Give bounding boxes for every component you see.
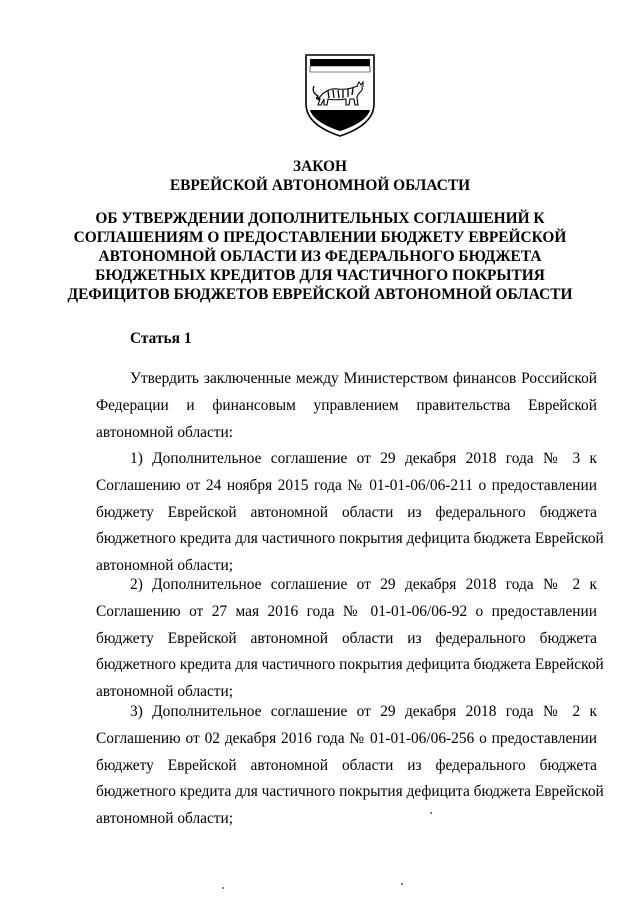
coat-of-arms-tiger-icon — [302, 52, 378, 138]
text-line: бюджетного кредита для частичного покрытия дефицита бюджета Еврейской — [96, 530, 604, 548]
scan-speck — [222, 887, 224, 889]
law-subtitle — [60, 209, 580, 304]
text-line: Соглашению от 27 мая 2016 года № 01-01-06/06-92 о предоставлении — [96, 602, 597, 620]
scan-speck — [401, 883, 403, 885]
text-line: бюджету Еврейской автономной области из федерального бюджета — [96, 629, 597, 647]
text-line: бюджетного кредита для частичного покрытия дефицита бюджета Еврейской — [96, 783, 604, 801]
subtitle-line: ДЕФИЦИТОВ БЮДЖЕТОВ ЕВРЕЙСКОЙ АВТОНОМНОЙ ОБЛАСТИ — [67, 286, 573, 303]
text-line: 1) Дополнительное соглашение от 29 декабря 2018 года № 3 к — [130, 450, 597, 467]
intro-paragraph — [96, 366, 597, 446]
text-line: бюджету Еврейской автономной области из федерального бюджета — [96, 756, 597, 774]
text-line: автономной области; — [96, 557, 234, 575]
subtitle-line: АВТОНОМНОЙ ОБЛАСТИ ИЗ ФЕДЕРАЛЬНОГО БЮДЖЕТА — [98, 248, 542, 265]
text-line: автономной области; — [96, 683, 234, 701]
text-line: бюджетного кредита для частичного покрытия дефицита бюджета Еврейской — [96, 656, 604, 674]
list-item — [96, 699, 604, 833]
subtitle-line: СОГЛАШЕНИЯМ О ПРЕДОСТАВЛЕНИИ БЮДЖЕТУ ЕВРЕЙСКОЙ — [73, 229, 567, 246]
text-line: автономной области: — [96, 423, 234, 441]
title-line: ЕВРЕЙСКОЙ АВТОНОМНОЙ ОБЛАСТИ — [169, 177, 471, 194]
text-line: Федерации и финансовым управлением правительства Еврейской — [96, 396, 597, 414]
list-item — [96, 446, 604, 580]
text-line: Соглашению от 24 ноября 2015 года № 01-01-06/06-211 о предоставлении — [96, 476, 597, 494]
text-line: 3) Дополнительное соглашение от 29 декабря 2018 года № 2 к — [130, 703, 597, 720]
list-item — [96, 572, 604, 706]
subtitle-line: ОБ УТВЕРЖДЕНИИ ДОПОЛНИТЕЛЬНЫХ СОГЛАШЕНИЙ К — [95, 210, 545, 227]
text-line: автономной области; — [96, 810, 234, 828]
text-line: 2) Дополнительное соглашение от 29 декабря 2018 года № 2 к — [130, 576, 597, 593]
law-title — [60, 157, 580, 195]
title-line: ЗАКОН — [293, 158, 347, 175]
subtitle-line: БЮДЖЕТНЫХ КРЕДИТОВ ДЛЯ ЧАСТИЧНОГО ПОКРЫТИЯ — [95, 267, 545, 284]
text-line: Утвердить заключенные между Министерством финансов Российской — [130, 370, 597, 387]
text-line: бюджету Еврейской автономной области из федерального бюджета — [96, 503, 597, 521]
scan-speck — [430, 812, 432, 814]
text-line: Соглашению от 02 декабря 2016 года № 01-01-06/06-256 о предоставлении — [96, 729, 597, 747]
article-heading: Статья 1 — [130, 330, 192, 347]
